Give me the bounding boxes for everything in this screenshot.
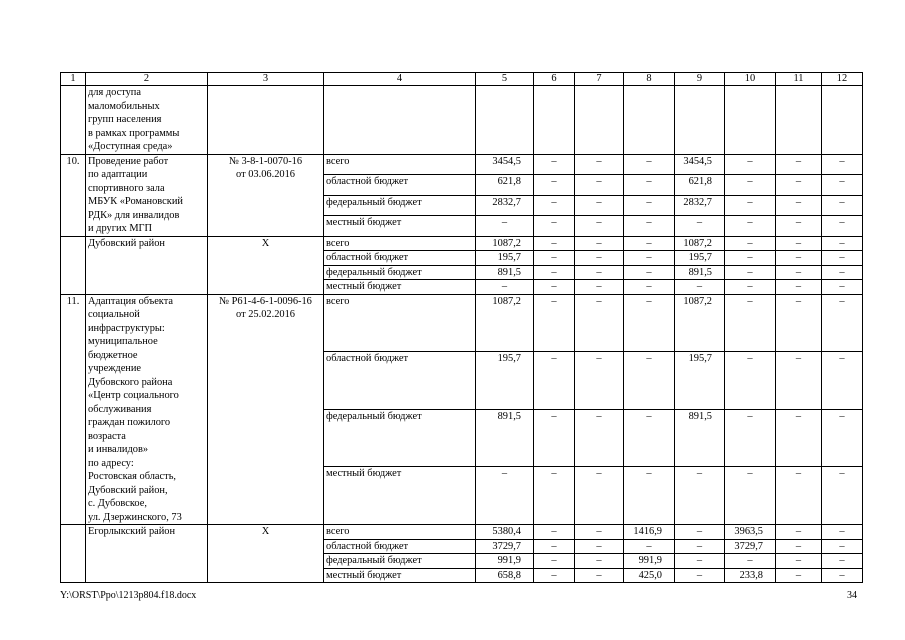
text-line: «Центр социального	[88, 390, 179, 401]
description-cell	[86, 525, 208, 583]
value-cell: –	[575, 175, 624, 196]
value-cell: 891,5	[476, 265, 534, 280]
value-cell: –	[534, 236, 575, 251]
value-cell: –	[675, 539, 725, 554]
value-cell: 1087,2	[476, 294, 534, 352]
budget-label-cell: областной бюджет	[324, 251, 476, 266]
text-line: МБУК «Романовский	[88, 196, 183, 207]
document-cell	[208, 525, 324, 583]
value-cell: –	[624, 294, 675, 352]
text-line: № 3-8-1-0070-16	[228, 155, 303, 167]
value-cell: –	[725, 409, 776, 467]
value-cell: –	[534, 409, 575, 467]
value-cell: –	[624, 539, 675, 554]
column-header: 11	[776, 73, 822, 86]
value-cell: –	[776, 251, 822, 266]
value-cell: 2832,7	[675, 195, 725, 216]
value-cell: 2832,7	[476, 195, 534, 216]
value-cell: 233,8	[725, 568, 776, 583]
value-cell: –	[624, 352, 675, 410]
document-cell	[208, 294, 324, 525]
empty-cell	[534, 86, 575, 155]
table-row	[61, 154, 863, 175]
value-cell: –	[776, 154, 822, 175]
column-header: 10	[725, 73, 776, 86]
value-cell: 891,5	[675, 265, 725, 280]
text-line: и других МГП	[88, 223, 153, 234]
budget-table	[60, 72, 863, 583]
text-line: Егорлыкский район	[88, 526, 176, 537]
description-cell	[86, 236, 208, 294]
budget-label-cell: федеральный бюджет	[324, 554, 476, 569]
text-line: Дубовский район	[88, 237, 165, 249]
text-line: от 25.02.2016	[236, 309, 295, 320]
value-cell: –	[776, 409, 822, 467]
value-cell: –	[624, 280, 675, 295]
value-cell: –	[624, 175, 675, 196]
value-cell: –	[725, 467, 776, 525]
value-cell: 621,8	[476, 175, 534, 196]
value-cell: –	[725, 195, 776, 216]
value-cell: –	[822, 539, 863, 554]
text-line: и инвалидов»	[88, 444, 149, 455]
description-cell	[86, 294, 208, 525]
budget-label-cell: местный бюджет	[324, 568, 476, 583]
page-number: 34	[847, 590, 857, 601]
budget-label-cell: федеральный бюджет	[324, 195, 476, 216]
value-cell: –	[822, 216, 863, 237]
value-cell: –	[624, 216, 675, 237]
value-cell: –	[776, 280, 822, 295]
table-row	[61, 525, 863, 540]
value-cell: –	[776, 294, 822, 352]
value-cell: 1087,2	[675, 294, 725, 352]
empty-cell	[725, 86, 776, 155]
description-cell	[86, 154, 208, 236]
empty-cell	[208, 86, 324, 155]
value-cell: –	[575, 539, 624, 554]
value-cell: –	[476, 467, 534, 525]
budget-label-cell: всего	[324, 525, 476, 540]
budget-label-cell: всего	[324, 294, 476, 352]
value-cell: –	[725, 175, 776, 196]
value-cell: –	[624, 409, 675, 467]
value-cell: –	[575, 265, 624, 280]
text-line: по адресу:	[88, 457, 134, 469]
text-line: от 03.06.2016	[236, 169, 295, 180]
value-cell: 891,5	[476, 409, 534, 467]
value-cell: –	[575, 525, 624, 540]
value-cell: –	[575, 554, 624, 569]
value-cell: –	[675, 554, 725, 569]
value-cell: –	[534, 352, 575, 410]
column-header: 5	[476, 73, 534, 86]
budget-label-cell: местный бюджет	[324, 216, 476, 237]
text-line: обслуживания	[88, 403, 152, 415]
value-cell: 425,0	[624, 568, 675, 583]
budget-label-cell: областной бюджет	[324, 175, 476, 196]
row-number-cell: 11.	[61, 294, 86, 525]
empty-cell	[675, 86, 725, 155]
value-cell: –	[624, 251, 675, 266]
value-cell: –	[725, 554, 776, 569]
text-line: Х	[261, 526, 270, 537]
text-line: граждан пожилого	[88, 417, 171, 428]
column-header: 4	[324, 73, 476, 86]
value-cell: –	[624, 154, 675, 175]
text-line: возраста	[88, 430, 126, 442]
value-cell: –	[822, 280, 863, 295]
row-number-cell	[61, 236, 86, 294]
text-line: социальной	[88, 309, 140, 320]
value-cell: 195,7	[476, 352, 534, 410]
text-line: Х	[261, 237, 270, 249]
value-cell: 1416,9	[624, 525, 675, 540]
empty-cell	[575, 86, 624, 155]
row-number-cell	[61, 525, 86, 583]
value-cell: 195,7	[476, 251, 534, 266]
text-line: Проведение работ	[88, 155, 169, 167]
value-cell: –	[776, 175, 822, 196]
value-cell: –	[534, 154, 575, 175]
value-cell: –	[534, 568, 575, 583]
file-path: Y:\ORST\Ppo\1213p804.f18.docx	[60, 590, 197, 601]
value-cell: –	[725, 236, 776, 251]
value-cell: –	[675, 216, 725, 237]
text-line: в рамках программы	[88, 127, 180, 139]
value-cell: –	[822, 175, 863, 196]
value-cell: –	[575, 409, 624, 467]
column-header: 9	[675, 73, 725, 86]
value-cell: –	[776, 525, 822, 540]
value-cell: –	[624, 236, 675, 251]
value-cell: –	[575, 251, 624, 266]
text-line: с. Дубовское,	[88, 498, 147, 509]
value-cell: –	[575, 294, 624, 352]
text-line: Дубовский район,	[88, 484, 168, 496]
text-line: Ростовская область,	[88, 471, 177, 482]
table-row	[61, 236, 863, 251]
value-cell: 3729,7	[476, 539, 534, 554]
value-cell: –	[725, 154, 776, 175]
budget-label-cell: областной бюджет	[324, 352, 476, 410]
value-cell: 991,9	[476, 554, 534, 569]
column-header: 7	[575, 73, 624, 86]
column-header: 1	[61, 73, 86, 86]
value-cell: –	[822, 554, 863, 569]
value-cell: –	[624, 195, 675, 216]
value-cell: –	[534, 251, 575, 266]
budget-label-cell: федеральный бюджет	[324, 409, 476, 467]
value-cell: 3454,5	[476, 154, 534, 175]
document-cell	[208, 236, 324, 294]
value-cell: 195,7	[675, 251, 725, 266]
value-cell: –	[675, 568, 725, 583]
value-cell: –	[725, 265, 776, 280]
value-cell: –	[822, 294, 863, 352]
value-cell: –	[822, 251, 863, 266]
value-cell: –	[575, 568, 624, 583]
value-cell: –	[822, 154, 863, 175]
budget-label-cell: местный бюджет	[324, 280, 476, 295]
column-header: 8	[624, 73, 675, 86]
value-cell: –	[822, 409, 863, 467]
value-cell: 891,5	[675, 409, 725, 467]
value-cell: –	[822, 195, 863, 216]
value-cell: –	[534, 539, 575, 554]
budget-label-cell: всего	[324, 154, 476, 175]
value-cell: –	[476, 280, 534, 295]
value-cell: –	[534, 216, 575, 237]
empty-cell	[624, 86, 675, 155]
column-header: 2	[86, 73, 208, 86]
value-cell: 1087,2	[476, 236, 534, 251]
text-line: муниципальное	[88, 336, 158, 347]
text-line: Адаптация объекта	[88, 295, 174, 307]
table-row	[61, 294, 863, 352]
value-cell: –	[534, 467, 575, 525]
value-cell: –	[776, 568, 822, 583]
document-cell	[208, 154, 324, 236]
text-line: инфраструктуры:	[88, 322, 165, 334]
value-cell: –	[534, 265, 575, 280]
value-cell: –	[575, 216, 624, 237]
text-line: Дубовского района	[88, 376, 173, 388]
value-cell: –	[534, 195, 575, 216]
value-cell: –	[575, 280, 624, 295]
value-cell: –	[575, 195, 624, 216]
value-cell: –	[675, 467, 725, 525]
budget-label-cell: федеральный бюджет	[324, 265, 476, 280]
value-cell: –	[776, 554, 822, 569]
value-cell: –	[575, 154, 624, 175]
row-number-cell	[61, 86, 86, 155]
continuation-row	[61, 86, 863, 155]
table-body	[61, 73, 863, 583]
value-cell: –	[822, 265, 863, 280]
text-line: «Доступная среда»	[88, 141, 173, 152]
text-line: маломобильных	[88, 100, 160, 112]
value-cell: –	[534, 175, 575, 196]
value-cell: –	[776, 352, 822, 410]
value-cell: –	[534, 554, 575, 569]
value-cell: 621,8	[675, 175, 725, 196]
value-cell: –	[534, 525, 575, 540]
text-line: бюджетное	[88, 349, 138, 361]
budget-label-cell: областной бюджет	[324, 539, 476, 554]
text-line: учреждение	[88, 363, 142, 374]
text-line: спортивного зала	[88, 182, 165, 194]
value-cell: 658,8	[476, 568, 534, 583]
value-cell: –	[675, 280, 725, 295]
value-cell: 3454,5	[675, 154, 725, 175]
value-cell: 1087,2	[675, 236, 725, 251]
value-cell: –	[725, 216, 776, 237]
value-cell: 3729,7	[725, 539, 776, 554]
empty-cell	[476, 86, 534, 155]
column-header: 6	[534, 73, 575, 86]
value-cell: –	[476, 216, 534, 237]
text-line: РДК» для инвалидов	[88, 209, 180, 221]
value-cell: –	[725, 294, 776, 352]
value-cell: –	[675, 525, 725, 540]
text-line: групп населения	[88, 114, 162, 125]
row-number-cell: 10.	[61, 154, 86, 236]
header-row	[61, 73, 863, 86]
value-cell: –	[534, 294, 575, 352]
text-line: № Р61-4-6-1-0096-16	[219, 295, 312, 307]
value-cell: –	[624, 265, 675, 280]
value-cell: –	[776, 539, 822, 554]
value-cell: 3963,5	[725, 525, 776, 540]
value-cell: –	[776, 195, 822, 216]
budget-label-cell: всего	[324, 236, 476, 251]
value-cell: –	[725, 251, 776, 266]
value-cell: –	[776, 216, 822, 237]
value-cell: –	[822, 525, 863, 540]
value-cell: 991,9	[624, 554, 675, 569]
value-cell: –	[822, 352, 863, 410]
value-cell: –	[725, 352, 776, 410]
value-cell: –	[822, 568, 863, 583]
empty-cell	[776, 86, 822, 155]
column-header: 12	[822, 73, 863, 86]
text-line: ул. Дзержинского, 73	[88, 511, 182, 523]
description-cell	[86, 86, 208, 155]
value-cell: –	[575, 352, 624, 410]
value-cell: –	[776, 467, 822, 525]
value-cell: –	[822, 236, 863, 251]
column-header: 3	[208, 73, 324, 86]
value-cell: –	[575, 467, 624, 525]
value-cell: –	[575, 236, 624, 251]
value-cell: –	[822, 467, 863, 525]
value-cell: –	[776, 236, 822, 251]
value-cell: –	[534, 280, 575, 295]
value-cell: –	[776, 265, 822, 280]
budget-label-cell: местный бюджет	[324, 467, 476, 525]
value-cell: –	[624, 467, 675, 525]
empty-cell	[822, 86, 863, 155]
empty-cell	[324, 86, 476, 155]
text-line: по адаптации	[88, 169, 148, 180]
value-cell: 5380,4	[476, 525, 534, 540]
text-line: для доступа	[88, 87, 141, 98]
value-cell: 195,7	[675, 352, 725, 410]
value-cell: –	[725, 280, 776, 295]
